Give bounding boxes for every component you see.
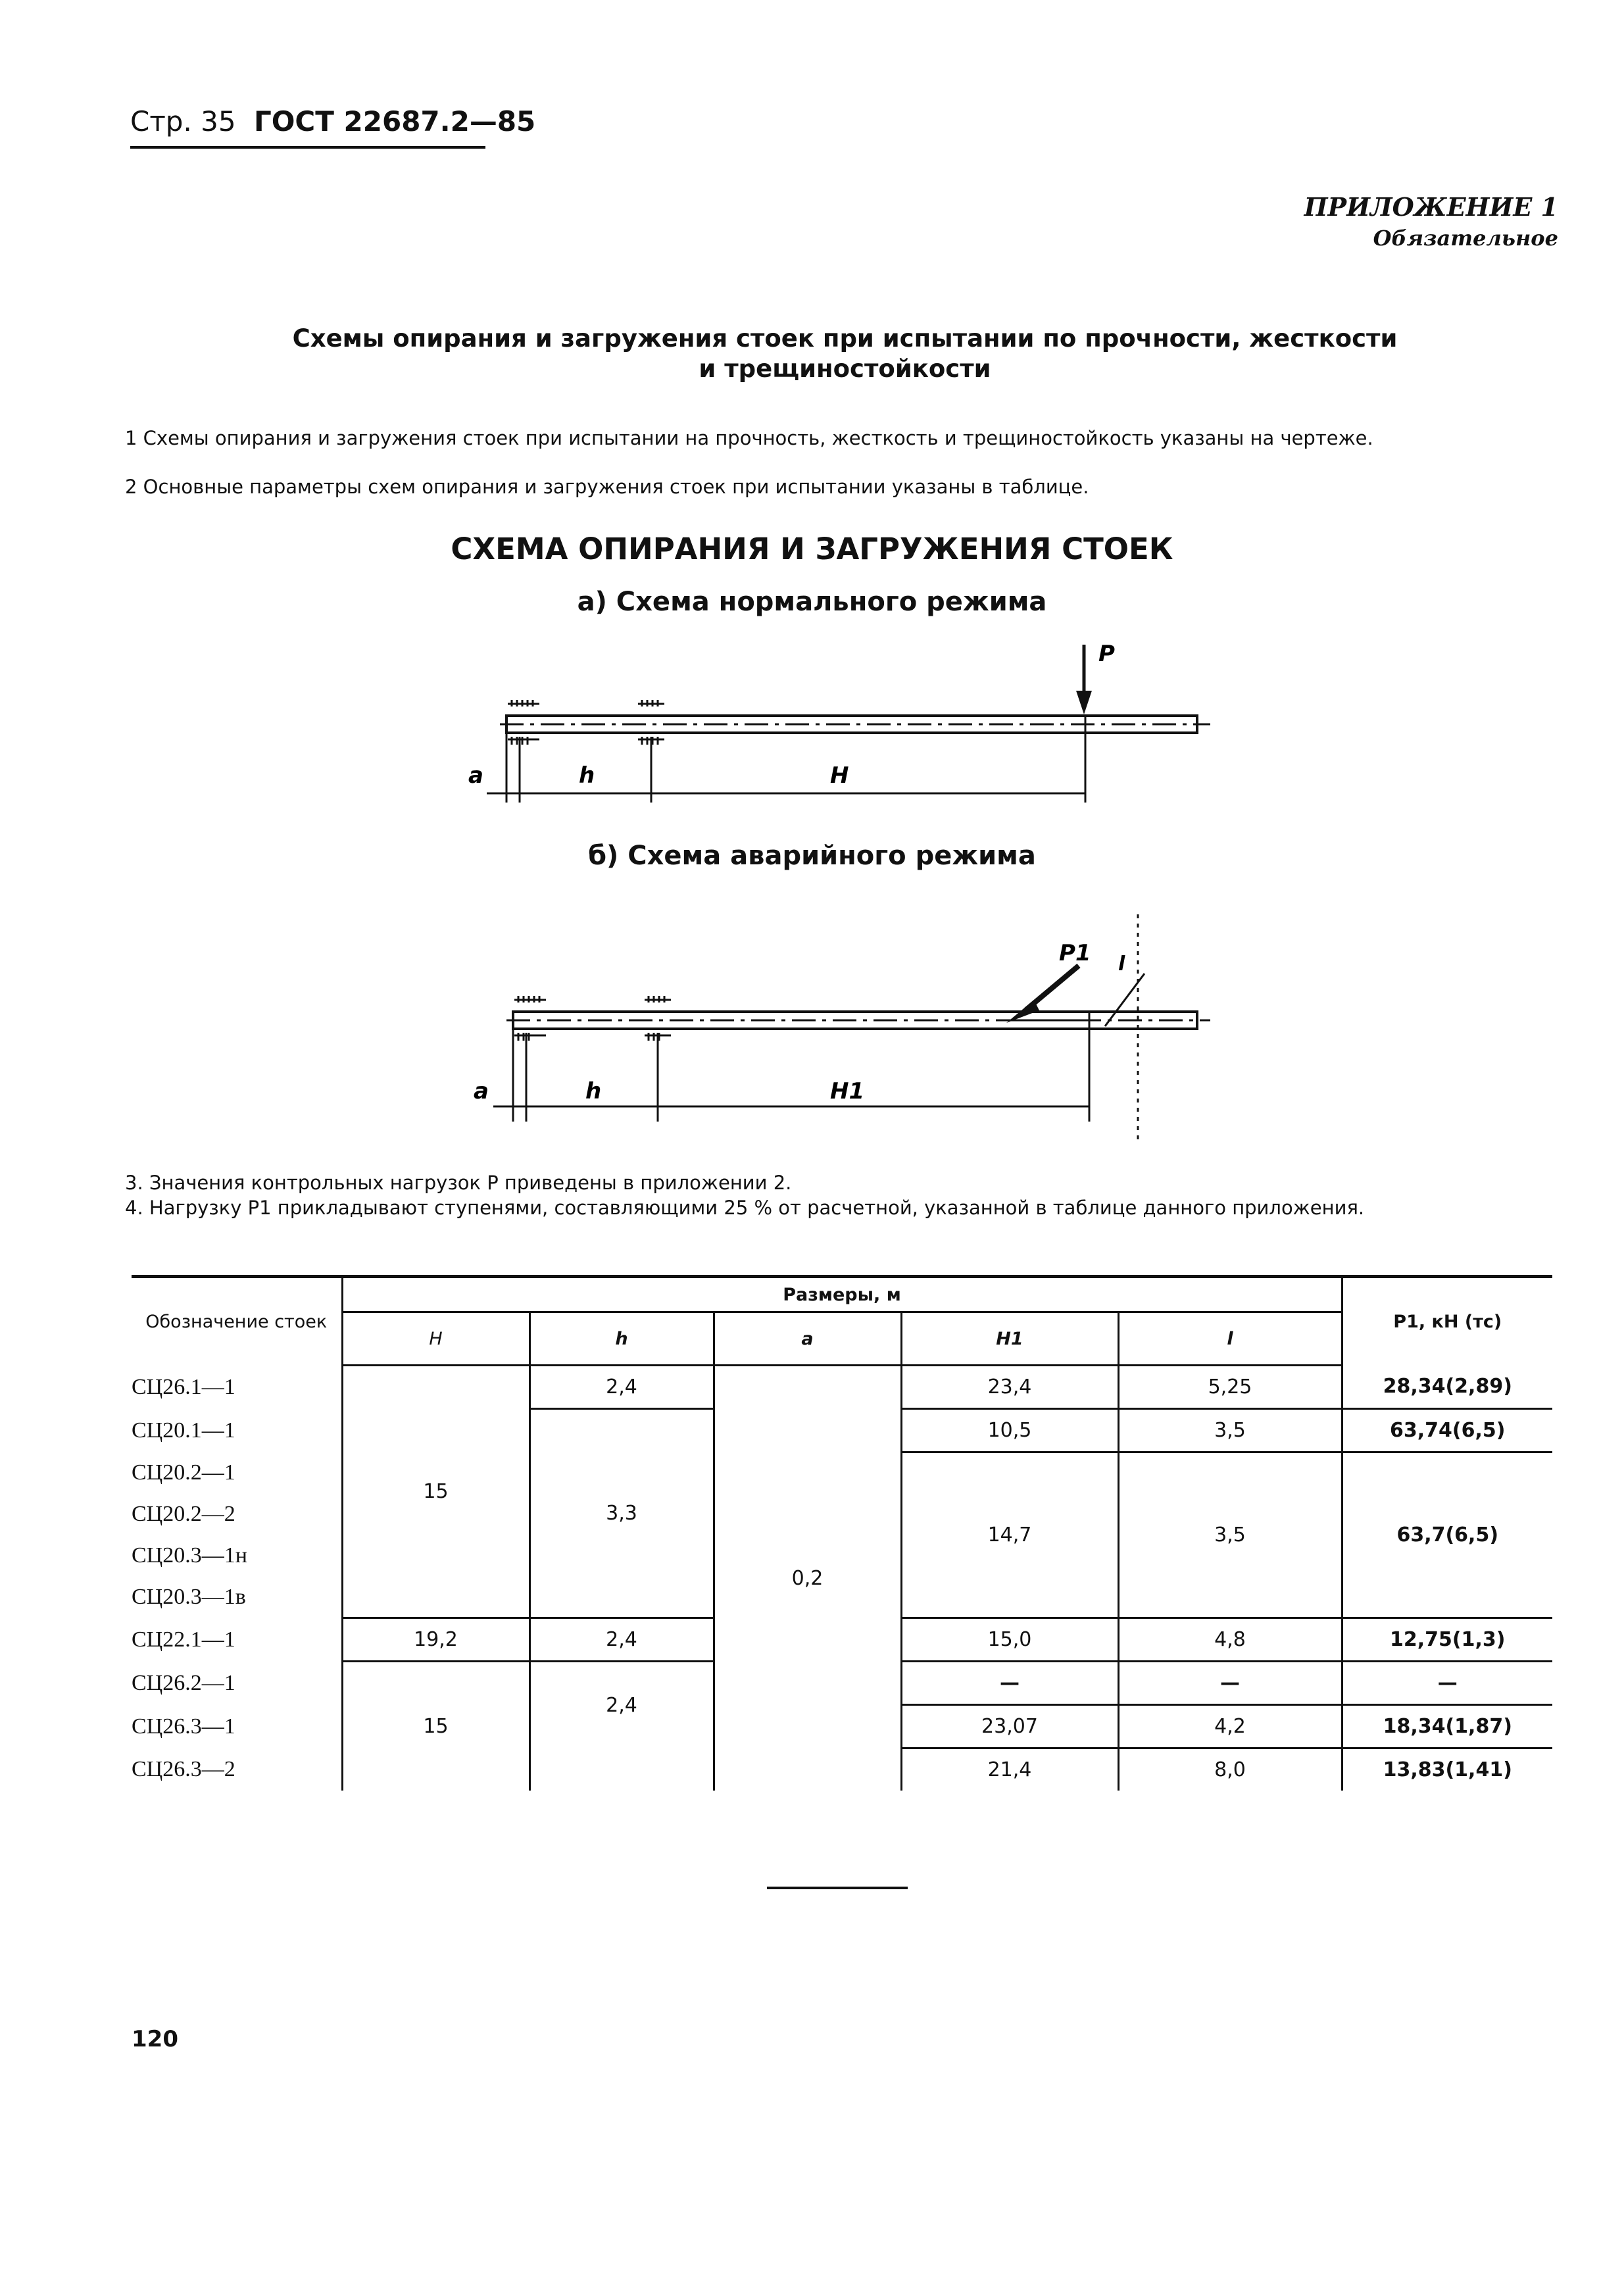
col-name-header: Обозначение стоек: [132, 1277, 342, 1366]
header-rule: [130, 146, 485, 149]
row-name: СЦ20.2—2: [132, 1502, 235, 1526]
label-H: H: [830, 762, 849, 789]
appendix-title: ПРИЛОЖЕНИЕ 1: [1304, 192, 1558, 222]
table-subheader-row: [132, 1312, 1552, 1366]
appendix-label: [1304, 192, 1558, 251]
cell-h: 2,4: [529, 1618, 714, 1662]
label-a: a: [474, 1078, 489, 1104]
cell-P1: 18,34(1,87): [1342, 1705, 1552, 1748]
label-H1: H1: [830, 1078, 865, 1104]
row-name: СЦ26.3—2: [132, 1756, 235, 1781]
label-P: P: [1098, 641, 1115, 667]
page-number: 120: [132, 2026, 178, 2052]
row-name: СЦ20.1—1: [132, 1418, 235, 1443]
col-sizes-header: Размеры, м: [342, 1277, 1342, 1312]
cell-l: 4,8: [1118, 1618, 1342, 1662]
cell-l: 8,0: [1118, 1748, 1342, 1791]
cell-P1: —: [1342, 1662, 1552, 1705]
cell-P1: 63,7(6,5): [1342, 1452, 1552, 1618]
load-arrow-head: [1076, 691, 1092, 714]
cell-H1: 10,5: [901, 1409, 1118, 1452]
cell-a: 0,2: [714, 1366, 901, 1791]
cell-h: 2,4: [529, 1366, 714, 1409]
dimension-lines-a: [487, 717, 1085, 803]
col-l-header: l: [1118, 1312, 1342, 1366]
row-name: СЦ26.3—1: [132, 1714, 235, 1739]
title-line-1: Схемы опирания и загружения стоек при испытании по прочности, жесткости: [292, 324, 1398, 353]
col-H1-header: H1: [901, 1312, 1118, 1366]
emergency-mode-diagram: [0, 895, 1624, 1145]
cell-l: —: [1118, 1662, 1342, 1705]
cell-H1: —: [901, 1662, 1118, 1705]
document-title: [132, 324, 1558, 384]
cell-H: 15: [342, 1662, 529, 1791]
row-name: СЦ26.1—1: [132, 1374, 235, 1399]
cell-h: 2,4: [529, 1662, 714, 1748]
cell-P1: 28,34(2,89): [1342, 1366, 1552, 1409]
cell-H1: 23,07: [901, 1705, 1118, 1748]
cell-H1: 14,7: [901, 1452, 1118, 1618]
gost-number: ГОСТ 22687.2—85: [253, 105, 536, 137]
col-H-header: H: [342, 1312, 529, 1366]
row-name: СЦ26.2—1: [132, 1670, 235, 1695]
cell-H1: 21,4: [901, 1748, 1118, 1791]
label-h: h: [579, 762, 595, 789]
col-P1-header: P1, кН (тс): [1342, 1277, 1552, 1366]
cell-P1: 12,75(1,3): [1342, 1618, 1552, 1662]
cell-H1: 23,4: [901, 1366, 1118, 1409]
cell-P1: 63,74(6,5): [1342, 1409, 1552, 1452]
row-name: СЦ20.2—1: [132, 1460, 235, 1485]
cell-l: 3,5: [1118, 1409, 1342, 1452]
paragraph-1: 1 Схемы опирания и загружения стоек при испытании на прочность, жесткость и трещиностойкость указаны на чертеже.: [125, 427, 1373, 449]
col-h-header: h: [529, 1312, 714, 1366]
label-h: h: [585, 1078, 602, 1104]
note-4: 4. Нагрузку P1 прикладывают ступенями, составляющими 25 % от расчетной, указанной в таблице данного приложения.: [125, 1197, 1365, 1219]
row-name: СЦ22.1—1: [132, 1627, 235, 1652]
col-a-header: a: [714, 1312, 901, 1366]
paragraph-2: 2 Основные параметры схем опирания и загружения стоек при испытании указаны в таблице.: [125, 476, 1089, 498]
appendix-status: Обязательное: [1373, 226, 1558, 251]
scheme-heading: СХЕМА ОПИРАНИЯ И ЗАГРУЖЕНИЯ СТОЕК: [451, 532, 1173, 566]
cell-l: 4,2: [1118, 1705, 1342, 1748]
row-name: СЦ20.3—1н: [132, 1543, 247, 1568]
label-P1: P1: [1059, 940, 1091, 966]
cell-l: 3,5: [1118, 1452, 1342, 1618]
support-left: [514, 996, 546, 1041]
page-label: Стр. 35: [130, 105, 236, 137]
note-3: 3. Значения контрольных нагрузок P приведены в приложении 2.: [125, 1172, 792, 1194]
cell-H1: 15,0: [901, 1618, 1118, 1662]
footer-rule: [767, 1887, 908, 1889]
row-name: СЦ20.3—1в: [132, 1585, 246, 1609]
cell-H: 15: [342, 1366, 529, 1618]
title-line-2: и трещиностойкости: [699, 355, 991, 383]
page-header: [130, 105, 535, 137]
support-left: [508, 700, 539, 745]
table-header-row: [132, 1277, 1552, 1312]
label-l: l: [1118, 953, 1125, 976]
cell-h-empty: [529, 1748, 714, 1791]
cell-l: 5,25: [1118, 1366, 1342, 1409]
cell-h: 3,3: [529, 1409, 714, 1618]
cell-P1: 13,83(1,41): [1342, 1748, 1552, 1791]
emergency-mode-title: б) Схема аварийного режима: [588, 841, 1036, 871]
normal-mode-diagram: [0, 631, 1624, 829]
cell-H: 19,2: [342, 1618, 529, 1662]
label-a: a: [468, 762, 483, 789]
table-row: [132, 1366, 1552, 1409]
parameters-table: [132, 1275, 1552, 1791]
normal-mode-title: а) Схема нормального режима: [577, 587, 1047, 617]
